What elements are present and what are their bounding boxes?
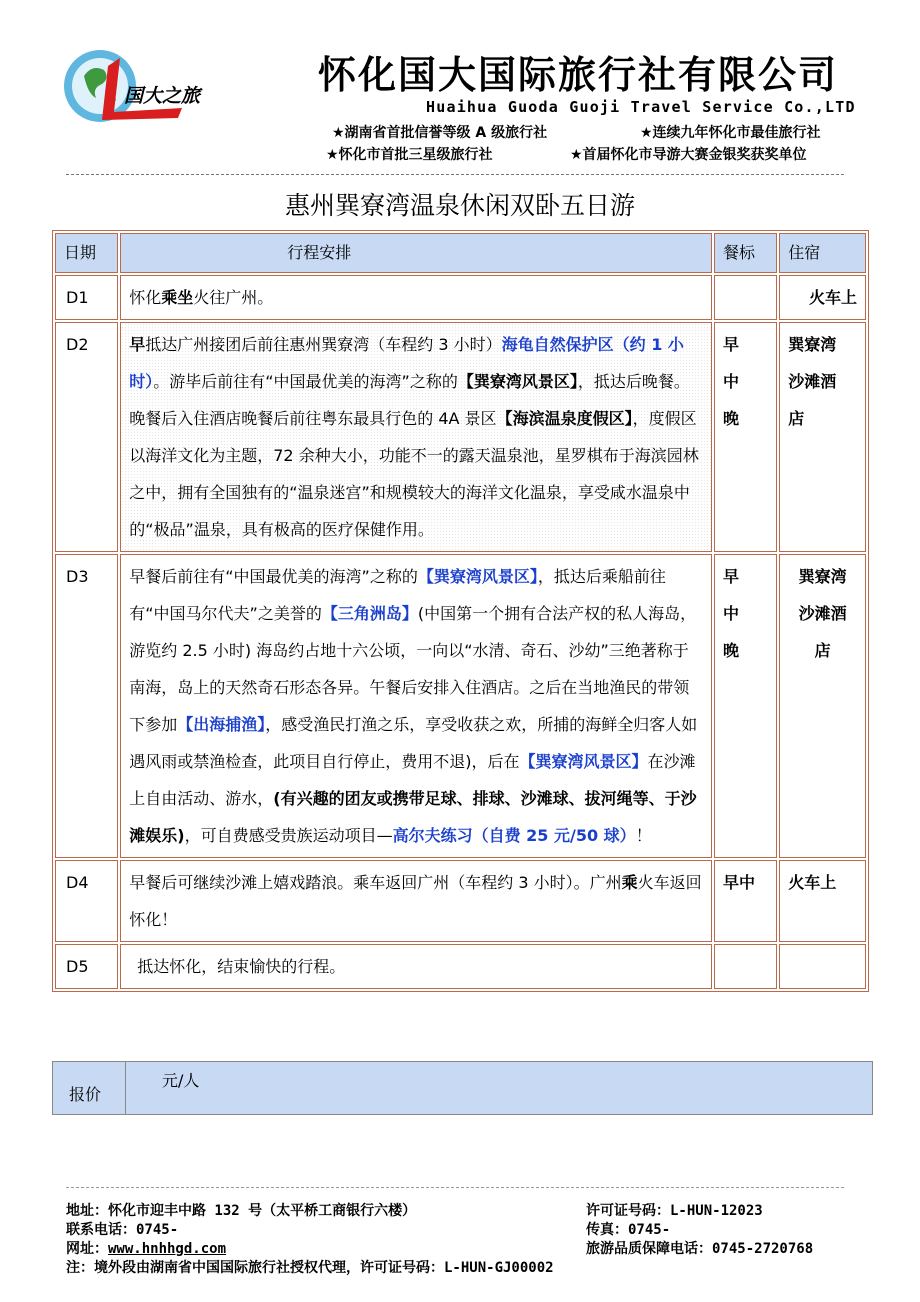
- footer-divider: [66, 1187, 844, 1188]
- footer-phone: 联系电话：0745-: [66, 1222, 179, 1238]
- day-meal: [714, 275, 777, 320]
- company-english-name: Huaihua Guoda Guoji Travel Service Co.,LTD: [426, 98, 856, 116]
- day-plan: 早餐后可继续沙滩上嬉戏踏浪。乘车返回广州（车程约 3 小时）。广州乘火车返回怀化！: [120, 860, 712, 942]
- honor-2: ★连续九年怀化市最佳旅行社: [640, 125, 821, 141]
- day-plan: 怀化乘坐火往广州。: [120, 275, 712, 320]
- header-meal: 餐标: [714, 233, 777, 273]
- tour-title: 惠州巽寮湾温泉休闲双卧五日游: [284, 191, 635, 220]
- footer-license: 许可证号码：L-HUN-12023: [586, 1203, 763, 1219]
- day-label: D1: [55, 275, 118, 320]
- honor-1: ★湖南省首批信誉等级 A 级旅行社: [332, 125, 548, 141]
- company-logo: [62, 46, 238, 128]
- day-stay: [779, 944, 866, 989]
- footer-note: 注：境外段由湖南省中国国际旅行社授权代理，许可证号码：L-HUN-GJ00002: [66, 1260, 554, 1276]
- table-row: [55, 275, 866, 320]
- company-name: 怀化国大国际旅行社有限公司: [318, 53, 839, 97]
- day-label: D4: [55, 860, 118, 942]
- price-label: 报价: [53, 1062, 126, 1115]
- honor-4: ★首届怀化市导游大赛金银奖获奖单位: [570, 147, 807, 163]
- day-label: D3: [55, 554, 118, 858]
- day-stay: 巽寮湾 沙滩酒 店: [779, 322, 866, 552]
- day-stay: 火车上: [779, 860, 866, 942]
- price-value: 元/人: [126, 1062, 873, 1115]
- day-label: D5: [55, 944, 118, 989]
- table-header-row: [55, 233, 866, 273]
- footer-fax: 传真：0745-: [586, 1222, 671, 1238]
- honor-3: ★怀化市首批三星级旅行社: [326, 147, 493, 163]
- header-plan: 行程安排: [120, 233, 712, 273]
- header-stay: 住宿: [779, 233, 866, 273]
- day-meal: 早中 晚: [714, 554, 777, 858]
- table-row: [55, 944, 866, 989]
- day-plan: 早抵达广州接团后前往惠州巽寮湾（车程约 3 小时）海龟自然保护区（约 1 小时）。游毕后前往有“中国最优美的海湾”之称的【巽寮湾风景区】，抵达后晚餐。晚餐后入住酒店晚餐后前往粤东最具行色的 4A 景区【海滨温泉度假区】，度假区以海洋文化为主题，72 余种大小，功能不一的露天温泉池，星罗棋布于海滨园林之中，拥有全国独有的“温泉迷宫”和规模较大的海洋文化温泉，享受咸水温泉中的“极品”温泉，具有极高的医疗保健作用。: [120, 322, 712, 552]
- table-row: [55, 322, 866, 552]
- day-stay: 火车上: [779, 275, 866, 320]
- price-table: [52, 1061, 873, 1115]
- day-label: D2: [55, 322, 118, 552]
- table-row: [55, 554, 866, 858]
- table-row: [55, 860, 866, 942]
- footer-hotline: 旅游品质保障电话：0745-2720768: [586, 1241, 814, 1257]
- header-divider: [66, 174, 844, 175]
- day-stay: 巽寮湾 沙滩酒 店: [779, 554, 866, 858]
- footer-website: 网址：www.hnhhgd.com: [66, 1241, 227, 1257]
- logo-text: 国大之旅: [124, 85, 201, 107]
- day-meal: [714, 944, 777, 989]
- day-plan: 早餐后前往有“中国最优美的海湾”之称的【巽寮湾风景区】，抵达后乘船前往有“中国马尔代夫”之美誉的【三角洲岛】(中国第一个拥有合法产权的私人海岛，游览约 2.5 小时) 海岛约占地十六公顷，一向以“水清、奇石、沙幼”三绝著称于南海，岛上的天然奇石形态各异。午餐后安排入住酒店。之后在当地渔民的带领下参加【出海捕渔】，感受渔民打渔之乐，享受收获之欢，所捕的海鲜全归客人如遇风雨或禁渔检查，此项目自行停止，费用不退)，后在【巽寮湾风景区】在沙滩上自由活动、游水，(有兴趣的团友或携带足球、排球、沙滩球、拔河绳等、于沙滩娱乐)，可自费感受贵族运动项目—高尔夫练习（自费 25 元/50 球）！: [120, 554, 712, 858]
- header-date: 日期: [55, 233, 118, 273]
- day-plan: 抵达怀化，结束愉快的行程。: [120, 944, 712, 989]
- website-link[interactable]: www.hnhhgd.com: [108, 1241, 227, 1257]
- day-meal: 早中: [714, 860, 777, 942]
- footer-address: 地址：怀化市迎丰中路 132 号（太平桥工商银行六楼）: [66, 1203, 417, 1219]
- itinerary-table: [52, 230, 869, 992]
- day-meal: 早中 晚: [714, 322, 777, 552]
